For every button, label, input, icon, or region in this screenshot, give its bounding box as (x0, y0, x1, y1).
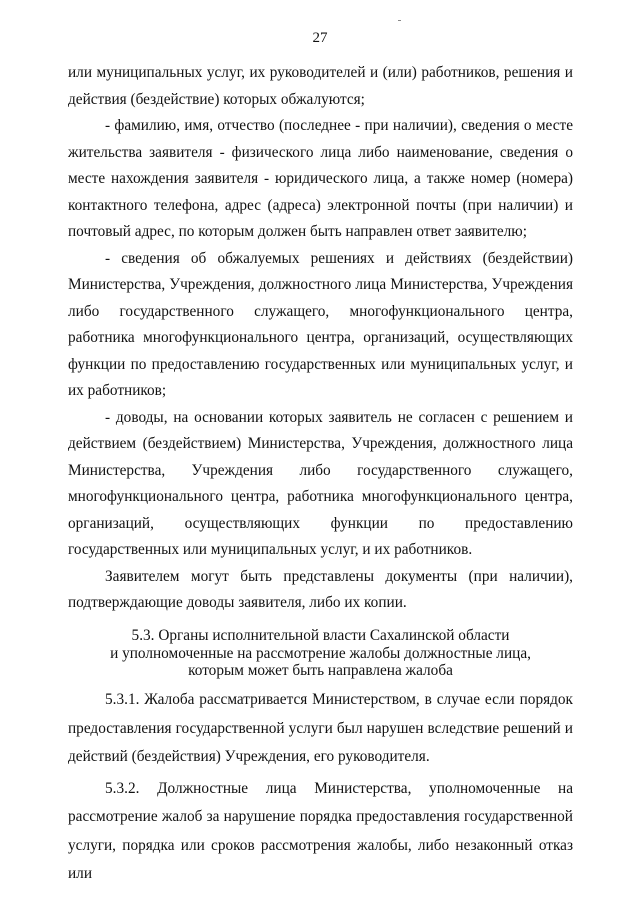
heading-line-2: и уполномоченные на рассмотрение жалобы должностные лица, (110, 644, 531, 662)
scan-speck (398, 20, 401, 21)
body-text-top (68, 60, 573, 617)
paragraph-5-3-2-first-line: 5.3.2. Должностные лица Министерства, уполномоченные на (105, 779, 573, 797)
paragraph-5-3-2-continuation: рассмотрение жалоб за нарушение порядка предоставления государственной услуги, порядка или сроков рассмотрения жалобы, либо незаконный отказ или (68, 808, 573, 882)
body-text-bottom (68, 686, 573, 889)
paragraph-documents: Заявителем могут быть представлены документы (при наличии), подтверждающие доводы заявителя, либо их копии. (68, 567, 573, 611)
paragraph-5-3-1: 5.3.1. Жалоба рассматривается Министерством, в случае если порядок предоставления государственной услуги был нарушен вследствие решений и действий (бездействия) Учреждения, его руководителя. (68, 691, 573, 765)
paragraph-arguments: - доводы, на основании которых заявитель не согласен с решением и действием (бездействием) Министерства, Учреждения, должностного лица Министерства, Учреждения либо государственного служащего, многофункционального центра, работника многофункционального центра, организаций, осуществляющих функции по предоставлению государственных или муниципальных услуг, и их работников. (68, 408, 573, 558)
heading-line-1: 5.3. Органы исполнительной власти Сахалинской области (131, 627, 510, 644)
section-heading (68, 627, 573, 680)
page-number: 27 (312, 30, 328, 46)
paragraph-continuation: или муниципальных услуг, их руководителей и (или) работников, решения и действия (бездействие) которых обжалуются; (68, 64, 573, 108)
paragraph-appealed-decisions: - сведения об обжалуемых решениях и действиях (бездействии) Министерства, Учреждения, должностного лица Министерства, Учреждения либо государственного служащего, многофункционального центра, работника многофункционального центра, организаций, осуществляющих функции по предоставлению государственных или муниципальных услуг, и их работников; (68, 249, 573, 399)
paragraph-applicant-name: - фамилию, имя, отчество (последнее - при наличии), сведения о месте жительства заявителя - физического лица либо наименование, сведения о месте нахождения заявителя - юридического лица, а также номер (номера) контактного телефона, адрес (адреса) электронной почты (при наличии) и почтовый адрес, по которым должен быть направлен ответ заявителю; (68, 117, 573, 240)
heading-line-3: которым может быть направлена жалоба (188, 662, 453, 679)
